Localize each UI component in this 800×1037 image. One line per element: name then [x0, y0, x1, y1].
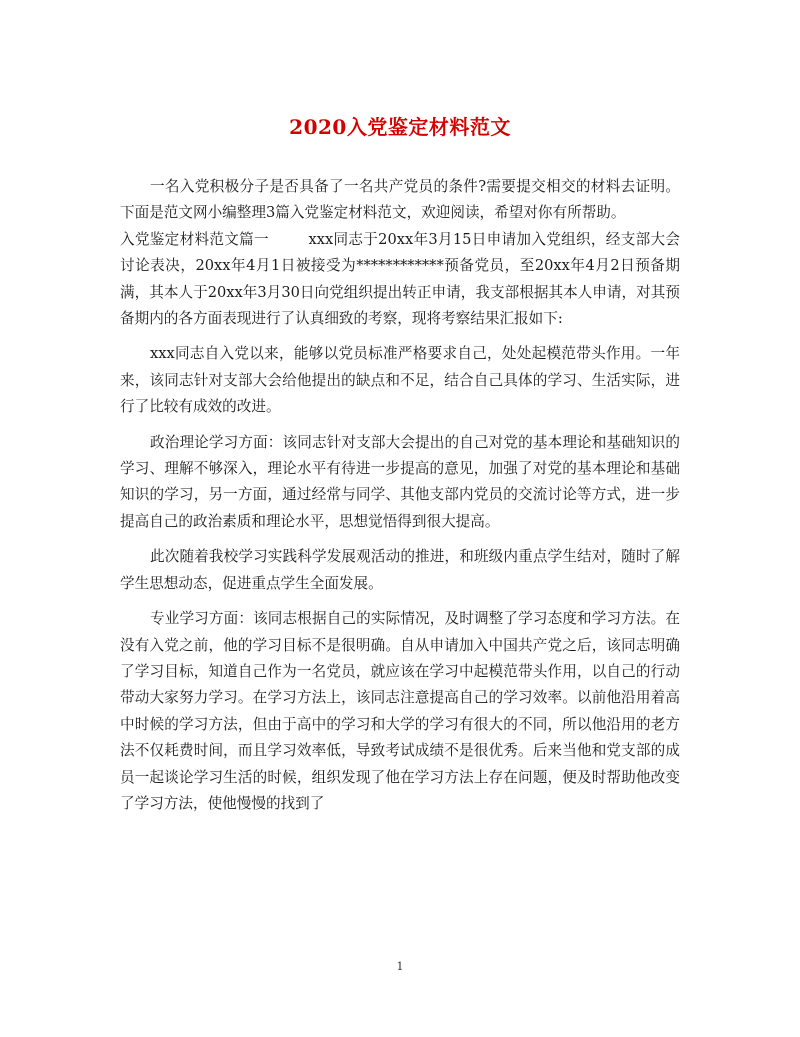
section-first-paragraph: xxx同志于20xx年3月15日申请加入党组织，经支部大会讨论表决，20xx年4月1日被接受为************预备党员，至20xx年4月2日预备期满，其本人于20xx年3月30日向党组织提出转正申请，我支部根据其本人申请，对其预备期内的各方面表现进行了认真细致的考察，现将考察结果汇报如下:	[120, 230, 680, 328]
section-paragraph	[120, 227, 680, 333]
document-body	[120, 174, 680, 817]
body-paragraph: 政治理论学习方面：该同志针对支部大会提出的自己对党的基本理论和基础知识的学习、理解不够深入，理论水平有待进一步提高的意见，加强了对党的基本理论和基础知识的学习，另一方面，通过经常与同学、其他支部内党员的交流讨论等方式，进一步提高自己的政治素质和理论水平，思想觉悟得到很大提高。	[120, 433, 680, 530]
page-number: 1	[396, 960, 404, 973]
document-title: 2020入党鉴定材料范文	[289, 115, 511, 139]
section-heading: 入党鉴定材料范文篇一	[120, 230, 269, 248]
intro-paragraph: 一名入党积极分子是否具备了一名共产党员的条件?需要提交相交的材料去证明。下面是范文网小编整理3篇入党鉴定材料范文，欢迎阅读，希望对你有所帮助。	[120, 178, 680, 222]
body-paragraph: 此次随着我校学习实践科学发展观活动的推进，和班级内重点学生结对，随时了解学生思想动态，促进重点学生全面发展。	[120, 548, 680, 592]
body-paragraph: 专业学习方面：该同志根据自己的实际情况，及时调整了学习态度和学习方法。在没有入党之前，他的学习目标不是很明确。自从申请加入中国共产党之后，该同志明确了学习目标，知道自己作为一名党员，就应该在学习中起模范带头作用，以自己的行动带动大家努力学习。在学习方法上，该同志注意提高自己的学习效率。以前他沿用着高中时候的学习方法，但由于高中的学习和大学的学习有很大的不同，所以他沿用的老方法不仅耗费时间，而且学习效率低，导致考试成绩不是很优秀。后来当他和党支部的成员一起谈论学习生活的时候，组织发现了他在学习方法上存在问题，便及时帮助他改变了学习方法，使他慢慢的找到了	[120, 610, 680, 812]
body-paragraph: xxx同志自入党以来，能够以党员标准严格要求自己，处处起模范带头作用。一年来，该同志针对支部大会给他提出的缺点和不足，结合自己具体的学习、生活实际，进行了比较有成效的改进。	[120, 345, 680, 416]
